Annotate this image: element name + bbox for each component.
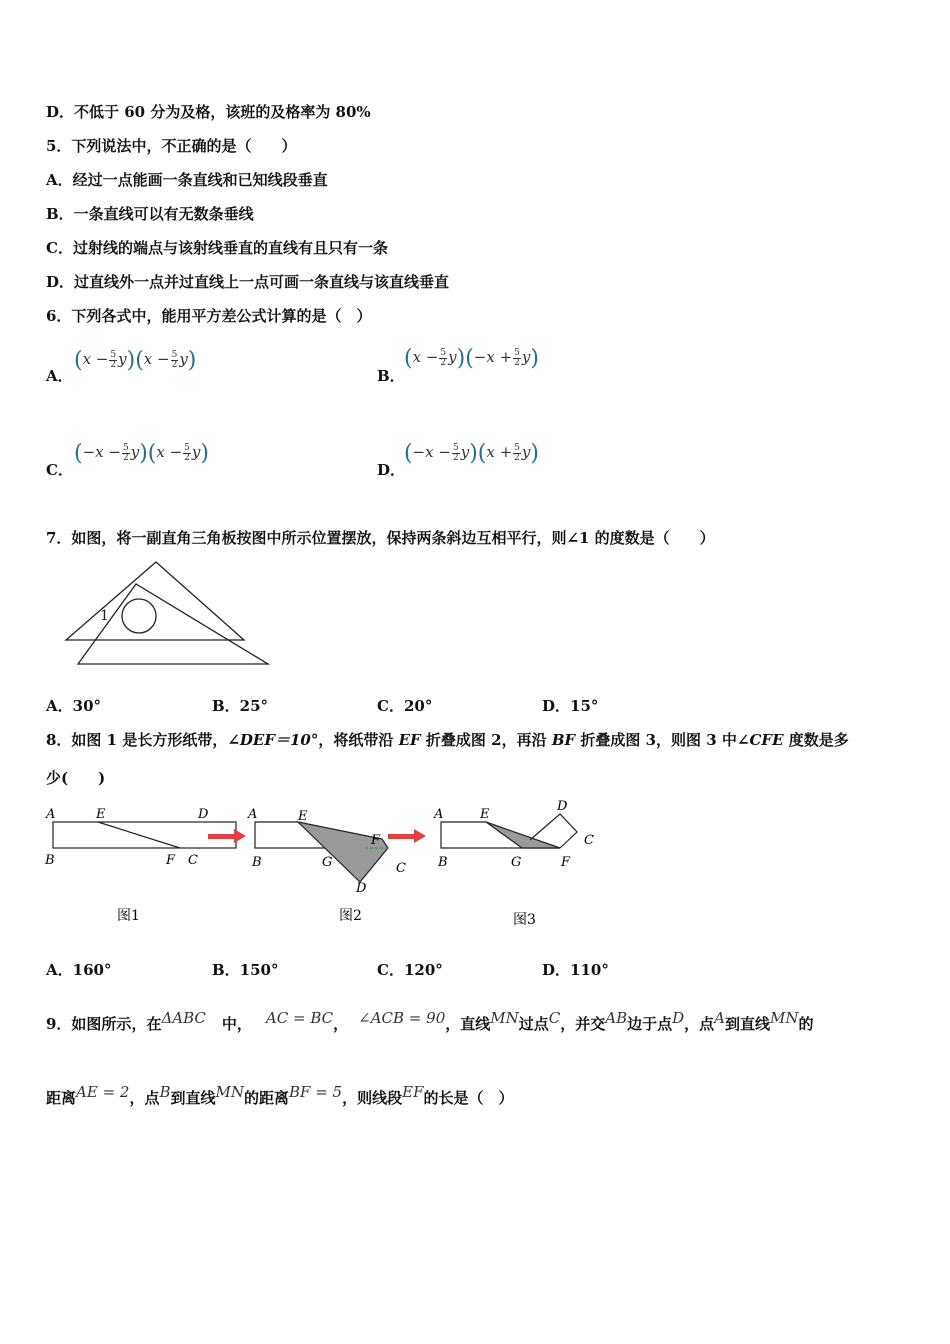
q7-option-d: D．15° (542, 697, 599, 715)
q8-figure-2 (247, 807, 406, 896)
q5-option-c: C．过射线的端点与该射线垂直的直线有且只有一条 (46, 239, 388, 257)
svg-text:D: D (557, 799, 568, 814)
q8-caption-1: 图1 (117, 908, 140, 924)
svg-text:G: G (322, 855, 333, 870)
q7-angle-label: 1 (100, 608, 109, 624)
svg-text:F: F (561, 855, 571, 870)
svg-text:A: A (248, 807, 258, 822)
q6-stem: 6．下列各式中，能用平方差公式计算的是（ ） (46, 307, 372, 325)
q5-option-a: A．经过一点能画一条直线和已知线段垂直 (46, 171, 328, 189)
q8-arrow-1 (208, 829, 246, 843)
q6-option-a-label: A． (46, 367, 73, 385)
svg-text:F: F (371, 833, 381, 848)
svg-text:D: D (356, 881, 367, 896)
q8-option-b: B．150° (212, 961, 279, 979)
q7-triangles-figure (60, 556, 280, 672)
svg-text:B: B (252, 855, 262, 870)
q6-option-d-label: D． (377, 461, 406, 479)
q8-stem-line1: 8．如图 1 是长方形纸带，∠DEF＝10°，将纸带沿 EF 折叠成图 2，再沿 BF 折叠成图 3，则图 3 中∠CFE 度数是多 (46, 731, 849, 749)
q8-caption-3: 图3 (513, 912, 536, 928)
q7-option-b: B．25° (212, 697, 269, 715)
svg-text:A: A (434, 807, 444, 822)
q5-option-b: B．一条直线可以有无数条垂线 (46, 205, 254, 223)
svg-text:D: D (198, 807, 209, 822)
q4-option-d: D．不低于 60 分为及格，该班的及格率为 80% (46, 103, 371, 121)
svg-text:G: G (511, 855, 522, 870)
q6-option-c-label: C． (46, 461, 73, 479)
q8-option-c: C．120° (377, 961, 443, 979)
q8-folding-figures (40, 796, 610, 931)
q8-option-d: D．110° (542, 961, 609, 979)
q6-option-a-expr: (x − $\frac{5}{2}$ y)(x − $\frac{5}{2}$ y) (74, 348, 197, 373)
svg-text:E: E (480, 807, 490, 822)
svg-text:C: C (584, 833, 594, 848)
q8-option-a: A．160° (46, 961, 112, 979)
svg-text:E: E (298, 809, 308, 824)
svg-text:E: E (96, 807, 106, 822)
q6-option-d-expr: (−x − $\frac{5}{2}$ y)(x + $\frac{5}{2}$ y) (404, 441, 539, 466)
q6-option-b-expr: (x − $\frac{5}{2}$ y)(−x + $\frac{5}{2}$ y) (404, 346, 539, 371)
q5-option-d: D．过直线外一点并过直线上一点可画一条直线与该直线垂直 (46, 273, 450, 291)
q8-figure-1 (44, 807, 236, 868)
q7-circle (122, 599, 156, 633)
q8-caption-2: 图2 (339, 908, 362, 924)
q7-option-c: C．20° (377, 697, 433, 715)
q5-stem: 5．下列说法中，不正确的是（ ） (46, 137, 297, 155)
svg-text:B: B (438, 855, 448, 870)
svg-text:C: C (188, 853, 198, 868)
q7-stem: 7．如图，将一副直角三角板按图中所示位置摆放，保持两条斜边互相平行，则∠1 的度数是（ ） (46, 529, 715, 547)
svg-text:C: C (396, 861, 406, 876)
q7-triangle-upper (66, 562, 244, 640)
q9-stem-line1: 9．如图所示，在$^{\Delta ABC}$ 中， $^{AC = BC}$， $^{\angle ACB = 90}$，直线$^{MN}$过点$^C$，并交$^{AB}$边于点$^D$，点$^A$到直线$^{MN}$的 (46, 1009, 814, 1033)
q9-stem-line2: 距离$^{AE = 2}$，点$^B$到直线$^{MN}$的距离$^{BF = 5}$，则线段$^{EF}$的长是（ ） (46, 1083, 514, 1107)
svg-text:B: B (45, 853, 55, 868)
q8-stem-line2: 少( ) (46, 769, 106, 787)
q8-figure-3 (433, 799, 594, 870)
q8-arrow-2 (388, 829, 426, 843)
q6-option-c-expr: (−x − $\frac{5}{2}$ y)(x − $\frac{5}{2}$ y) (74, 441, 209, 466)
q7-triangle-lower (78, 584, 268, 664)
svg-text:A: A (46, 807, 56, 822)
q7-option-a: A．30° (46, 697, 102, 715)
q6-option-b-label: B． (377, 367, 405, 385)
svg-text:F: F (166, 853, 176, 868)
